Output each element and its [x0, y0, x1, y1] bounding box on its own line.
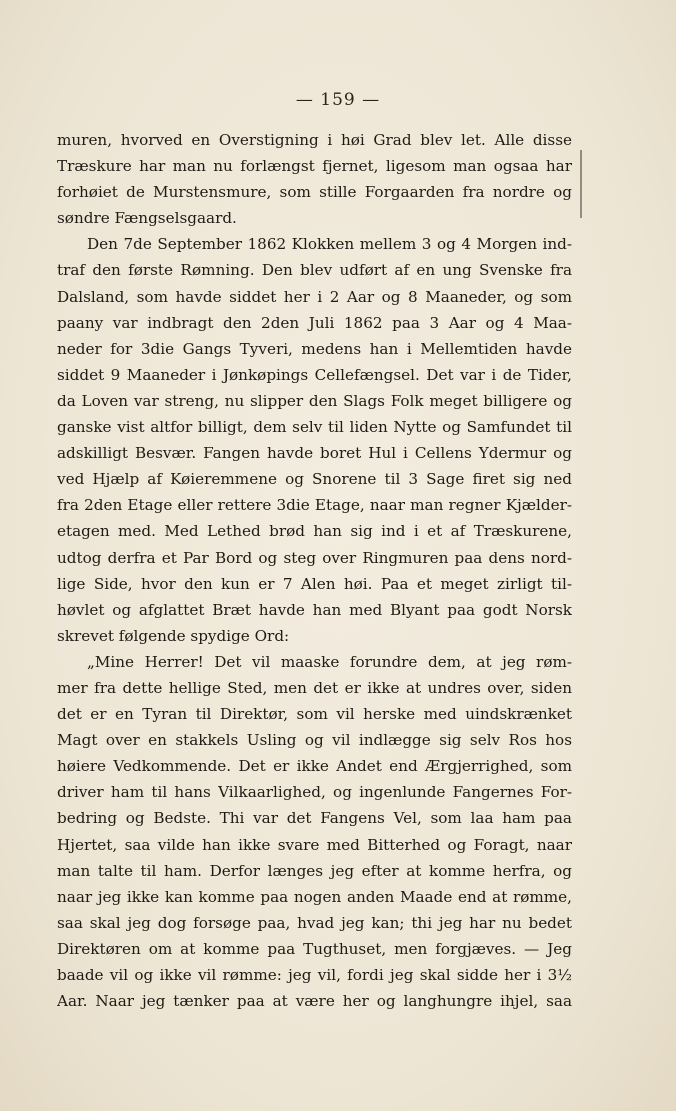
text-line: Aar. Naar jeg tænker paa at være her og langhungre ihjel, saa: [57, 992, 572, 1011]
text-line: ganske vist altfor billigt, dem selv til liden Nytte og Samfundet til: [57, 418, 572, 437]
text-line: forhøiet de Murstensmure, som stille Forgaarden fra nordre og: [57, 183, 572, 202]
text-line: muren, hvorved en Overstigning i høi Grad blev let. Alle disse: [57, 131, 572, 149]
text-line: naar jeg ikke kan komme paa nogen anden Maade end at rømme,: [57, 887, 572, 906]
text-line: mer fra dette hellige Sted, men det er ikke at undres over, siden: [57, 678, 572, 697]
text-line: høiere Vedkommende. Det er ikke Andet end Ærgjerrighed, som: [57, 757, 572, 776]
text-line: bedring og Bedste. Thi var det Fangens Vel, som laa ham paa: [57, 809, 572, 828]
text-line: lige Side, hvor den kun er 7 Alen høi. Paa et meget zirligt til-: [57, 574, 572, 593]
text-line: baade vil og ikke vil rømme: jeg vil, fordi jeg skal sidde her i 3½: [57, 966, 572, 984]
text-line: neder for 3die Gangs Tyveri, medens han i Mellemtiden havde: [57, 339, 572, 358]
margin-mark: [580, 150, 582, 218]
text-line: søndre Fængselsgaard.: [57, 209, 237, 228]
text-line: Direktøren om at komme paa Tugthuset, men forgjæves. — Jeg: [57, 939, 572, 958]
text-line: man talte til ham. Derfor længes jeg efter at komme herfra, og: [57, 861, 572, 880]
body-text: [57, 127, 572, 1014]
text-line: da Loven var streng, nu slipper den Slags Folk meget billigere og: [57, 391, 572, 410]
text-line: skrevet følgende spydige Ord:: [57, 626, 290, 645]
text-line: paany var indbragt den 2den Juli 1862 paa 3 Aar og 4 Maa-: [57, 313, 572, 332]
text-line: saa skal jeg dog forsøge paa, hvad jeg kan; thi jeg har nu bedet: [57, 913, 572, 932]
text-line: høvlet og afglattet Bræt havde han med Blyant paa godt Norsk: [57, 600, 572, 619]
text-line: Magt over en stakkels Usling og vil indlægge sig selv Ros hos: [57, 731, 572, 750]
text-line: „Mine Herrer! Det vil maaske forundre dem, at jeg røm-: [87, 652, 572, 671]
text-line: siddet 9 Maaneder i Jønkøpings Cellefængsel. Det var i de Tider,: [57, 365, 572, 384]
text-line: det er en Tyran til Direktør, som vil herske med uindskrænket: [57, 705, 572, 724]
text-line: Hjertet, saa vilde han ikke svare med Bitterhed og Foragt, naar: [57, 835, 572, 854]
text-line: Dalsland, som havde siddet her i 2 Aar og 8 Maaneder, og som: [57, 287, 572, 306]
text-line: Den 7de September 1862 Klokken mellem 3 og 4 Morgen ind-: [87, 235, 572, 254]
text-line: etagen med. Med Lethed brød han sig ind i et af Træskurene,: [57, 522, 572, 541]
page-number: — 159 —: [295, 90, 381, 110]
text-line: traf den første Rømning. Den blev udført af en ung Svenske fra: [57, 261, 572, 280]
text-line: fra 2den Etage eller rettere 3die Etage, naar man regner Kjælder-: [57, 496, 572, 515]
text-line: driver ham til hans Vilkaarlighed, og ingenlunde Fangernes For-: [57, 783, 572, 802]
text-line: udtog derfra et Par Bord og steg over Ringmuren paa dens nord-: [57, 548, 572, 567]
text-line: Træskure har man nu forlængst fjernet, ligesom man ogsaa har: [57, 157, 572, 176]
text-line: ved Hjælp af Køieremmene og Snorene til 3 Sage firet sig ned: [57, 470, 572, 489]
text-line: adskilligt Besvær. Fangen havde boret Hul i Cellens Ydermur og: [57, 444, 572, 463]
